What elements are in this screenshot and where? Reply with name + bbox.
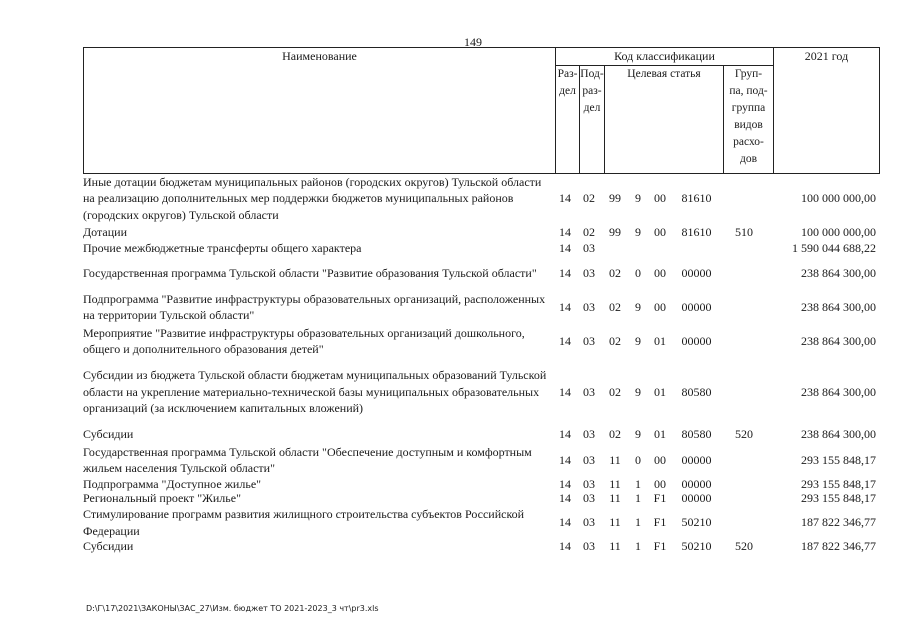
row-podrazdel: 03: [583, 476, 595, 491]
row-target-2: 1: [635, 515, 641, 529]
row-target-2: 1: [635, 491, 641, 505]
row-podrazdel: 03: [583, 240, 595, 255]
row-target-1: 02: [609, 299, 621, 314]
table-row: [83, 224, 876, 240]
row-razdel: 14: [559, 384, 571, 399]
row-name: Государственная программа Тульской области "Развитие образования Тульской области": [83, 265, 537, 280]
row-podrazdel: 03: [583, 265, 595, 280]
row-name: Государственная программа Тульской области "Обеспечение доступным и комфортным жильем населения Тульской области": [83, 444, 532, 475]
table-row: [83, 426, 876, 443]
row-sum: 187 822 346,77: [801, 515, 876, 529]
row-name: Подпрограмма "Доступное жилье": [83, 476, 262, 491]
row-sum: 293 155 848,17: [801, 452, 876, 467]
row-target-2: 0: [635, 452, 641, 467]
row-name: Стимулирование программ развития жилищного строительства субъектов Российской Федерации: [83, 507, 525, 538]
footer-file-path: D:\Г\17\2021\ЗАКОНЫ\ЗАС_27\Изм. бюджет ТО 2021-2023_3 чт\pr3.xls: [86, 604, 379, 613]
row-sum: 1 590 044 688,22: [792, 240, 876, 255]
row-target-1: 99: [609, 224, 621, 239]
row-target-1: 02: [609, 333, 621, 348]
row-razdel: 14: [559, 515, 571, 529]
table-row: [83, 324, 876, 358]
row-target-3: 00: [654, 265, 666, 280]
table-body: [83, 173, 876, 553]
row-target-3: 00: [654, 299, 666, 314]
row-podrazdel: 03: [583, 333, 595, 348]
row-target-2: 1: [635, 476, 641, 491]
row-target-3: 01: [654, 427, 666, 441]
row-target-3: 00: [654, 476, 666, 491]
row-podrazdel: 03: [583, 538, 595, 553]
table-row: [83, 256, 876, 290]
table-row: [83, 443, 876, 477]
row-target-4: 80580: [681, 427, 712, 441]
row-sum: 238 864 300,00: [801, 333, 876, 348]
table-row: [83, 506, 876, 539]
row-name: Подпрограмма "Развитие инфраструктуры образовательных организаций, расположенных на территории Тульской области": [83, 291, 546, 322]
row-razdel: 14: [559, 265, 571, 280]
row-razdel: 14: [559, 299, 571, 314]
row-podrazdel: 03: [583, 491, 595, 505]
row-sum: 238 864 300,00: [801, 299, 876, 314]
row-target-4: 81610: [681, 191, 712, 205]
row-target-3: F1: [653, 491, 667, 505]
table-row: [83, 173, 876, 224]
row-target-1: 11: [609, 452, 621, 467]
row-target-1: 99: [609, 191, 621, 205]
row-razdel: 14: [559, 224, 571, 239]
row-target-2: 9: [635, 191, 641, 205]
row-target-4: 50210: [681, 515, 712, 529]
row-podrazdel: 03: [583, 427, 595, 441]
row-target-3: 01: [654, 384, 666, 399]
row-vid: 520: [735, 427, 753, 441]
row-razdel: 14: [559, 491, 571, 505]
row-target-2: 1: [635, 538, 641, 553]
header-podrazdel: Под- раз- дел: [580, 66, 605, 174]
row-razdel: 14: [559, 333, 571, 348]
row-target-1: 11: [609, 476, 621, 491]
row-target-4: 00000: [681, 333, 712, 348]
row-target-1: 02: [609, 427, 621, 441]
row-target-4: 00000: [681, 491, 712, 505]
row-sum: 238 864 300,00: [801, 384, 876, 399]
row-target-3: F1: [653, 515, 667, 529]
row-target-3: F1: [653, 538, 667, 553]
row-target-4: 80580: [681, 384, 712, 399]
header-name: Наименование: [84, 48, 556, 174]
row-vid: 510: [735, 224, 753, 239]
row-name: Субсидии: [83, 538, 134, 553]
row-sum: 293 155 848,17: [801, 491, 876, 505]
row-target-3: 00: [654, 452, 666, 467]
row-target-4: 81610: [681, 224, 712, 239]
row-name: Прочие межбюджетные трансферты общего характера: [83, 240, 362, 255]
row-name: Мероприятие "Развитие инфраструктуры образовательных организаций дошкольного, общего и дополнительного образования детей": [83, 325, 525, 356]
row-razdel: 14: [559, 427, 571, 441]
header-year: 2021 год: [774, 48, 880, 174]
row-target-2: 9: [635, 333, 641, 348]
row-target-3: 00: [654, 224, 666, 239]
header-razdel: Раз- дел: [556, 66, 580, 174]
row-target-4: 00000: [681, 265, 712, 280]
row-target-4: 00000: [681, 476, 712, 491]
table-row: [83, 290, 876, 324]
row-target-1: 11: [609, 491, 621, 505]
row-target-3: 00: [654, 191, 666, 205]
row-razdel: 14: [559, 452, 571, 467]
table-row: [83, 539, 876, 553]
header-classification: Код классификации: [556, 48, 774, 66]
row-target-1: 02: [609, 384, 621, 399]
row-target-2: 9: [635, 224, 641, 239]
page-number: 149: [464, 35, 482, 49]
table-row: [83, 491, 876, 506]
row-target-1: 11: [609, 538, 621, 553]
row-podrazdel: 03: [583, 384, 595, 399]
row-target-1: 11: [609, 515, 621, 529]
row-sum: 100 000 000,00: [801, 191, 876, 205]
header-target: Целевая статья: [605, 66, 724, 174]
row-target-4: 50210: [681, 538, 712, 553]
row-sum: 100 000 000,00: [801, 224, 876, 239]
row-target-2: 0: [635, 265, 641, 280]
row-target-3: 01: [654, 333, 666, 348]
row-sum: 293 155 848,17: [801, 476, 876, 491]
row-target-4: 00000: [681, 299, 712, 314]
header-group: Груп- па, под- группа видов расхо- дов: [724, 66, 774, 174]
table-row: [83, 477, 876, 491]
table-row: [83, 358, 876, 426]
row-podrazdel: 03: [583, 452, 595, 467]
row-name: Региональный проект "Жилье": [83, 491, 241, 506]
row-razdel: 14: [559, 476, 571, 491]
row-sum: 187 822 346,77: [801, 538, 876, 553]
row-target-4: 00000: [681, 452, 712, 467]
row-podrazdel: 03: [583, 515, 595, 529]
row-target-2: 9: [635, 427, 641, 441]
row-name: Дотации: [83, 224, 128, 239]
row-name: Иные дотации бюджетам муниципальных районов (городских округов) Тульской области на реализацию дополнительных мер поддержки бюджетов муниципальных районов (городских округов) Тульской области: [83, 174, 542, 222]
row-sum: 238 864 300,00: [801, 427, 876, 441]
row-target-2: 9: [635, 384, 641, 399]
row-podrazdel: 03: [583, 299, 595, 314]
row-razdel: 14: [559, 240, 571, 255]
row-name: Субсидии: [83, 427, 134, 442]
row-podrazdel: 02: [583, 224, 595, 239]
row-razdel: 14: [559, 191, 571, 205]
row-sum: 238 864 300,00: [801, 265, 876, 280]
row-podrazdel: 02: [583, 191, 595, 205]
row-razdel: 14: [559, 538, 571, 553]
row-target-1: 02: [609, 265, 621, 280]
table-header: [83, 47, 880, 174]
row-vid: 520: [735, 538, 753, 553]
row-target-2: 9: [635, 299, 641, 314]
row-name: Субсидии из бюджета Тульской области бюджетам муниципальных образований Тульской области на укрепление материально-технической базы муниципальных образовательных организаций (за исключением капитальных вложений): [83, 368, 547, 416]
table-row: [83, 240, 876, 256]
